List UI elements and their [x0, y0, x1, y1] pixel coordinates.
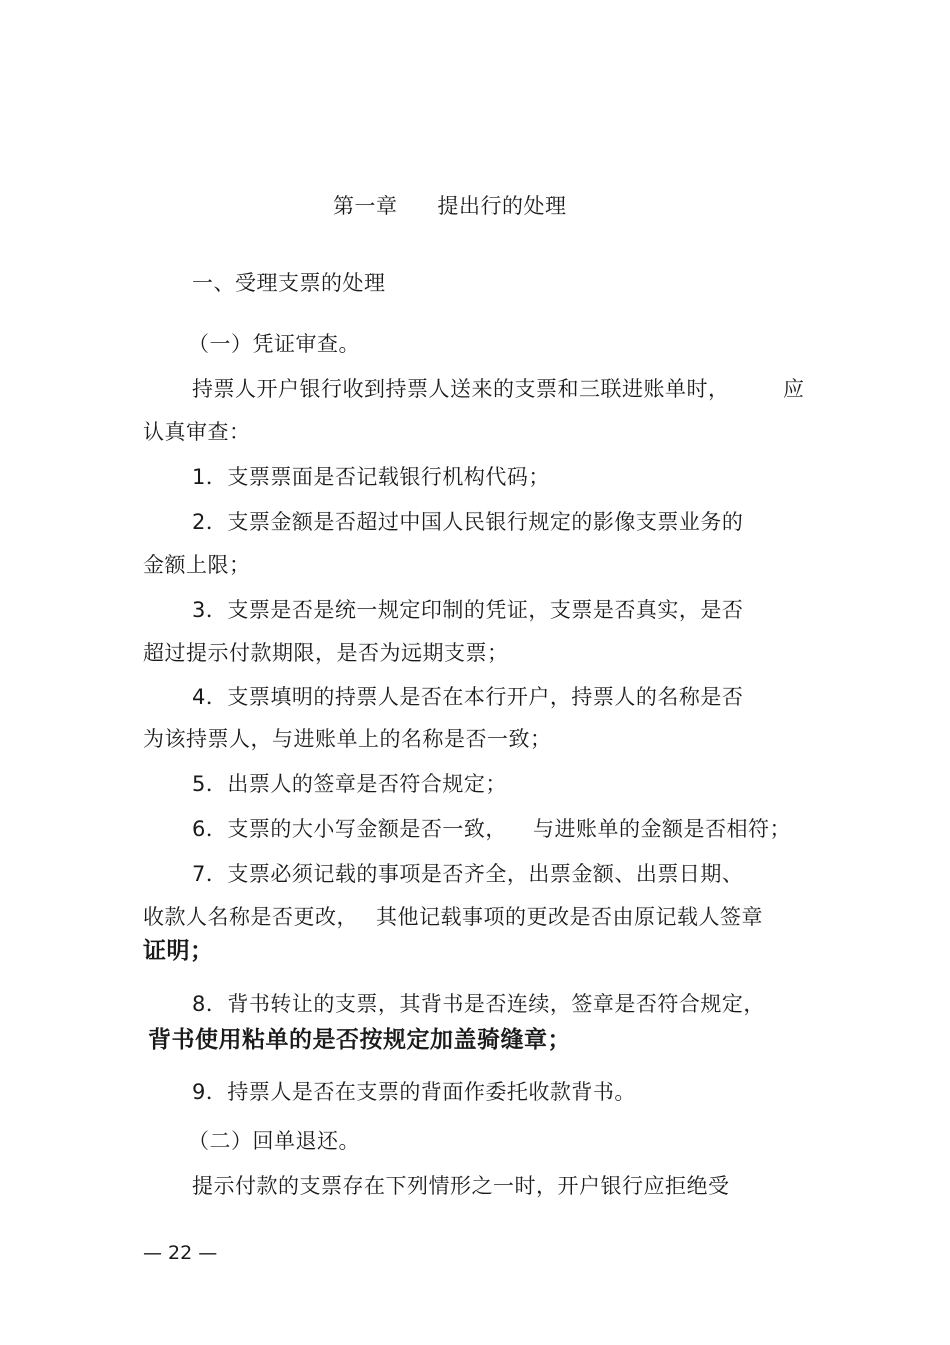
paragraph-line: [192, 375, 730, 403]
list-item-text: 其他记载事项的更改是否由原记载人签章: [376, 905, 763, 929]
paragraph-text: 持票人开户银行收到持票人送来的支票和三联进账单时，: [192, 377, 730, 401]
paragraph-text: 应: [783, 377, 805, 401]
subsection-heading: （二）回单退还。: [188, 1129, 360, 1153]
list-item: 3．支票是否是统一规定印制的凭证，支票是否真实，是否: [192, 598, 744, 622]
page-number: — 22 —: [143, 1242, 218, 1264]
chapter-heading: [333, 192, 567, 220]
list-item: 9．持票人是否在支票的背面作委托收款背书。: [192, 1080, 636, 1104]
list-item: 6．支票的大小写金额是否一致，: [192, 817, 507, 841]
list-item: 7．支票必须记载的事项是否齐全，出票金额、出票日期、: [192, 862, 744, 886]
list-item: 8．背书转让的支票，其背书是否连续，签章是否符合规定，: [192, 992, 765, 1016]
list-item-continuation: 金额上限；: [143, 553, 251, 577]
list-item: 5．出票人的签章是否符合规定；: [192, 772, 507, 796]
chapter-number: 第一章: [333, 194, 398, 218]
list-item-continuation: 收款人名称是否更改，: [143, 905, 358, 929]
chapter-title: 提出行的处理: [437, 194, 567, 218]
list-item-continuation: 为该持票人，与进账单上的名称是否一致；: [143, 727, 552, 751]
list-item-continuation: 证明；: [143, 938, 214, 964]
list-item: 2．支票金额是否超过中国人民银行规定的影像支票业务的: [192, 510, 744, 534]
list-item: 1．支票票面是否记载银行机构代码；: [192, 465, 550, 489]
paragraph-line: 认真审查：: [143, 420, 251, 444]
list-item-continuation: 背书使用粘单的是否按规定加盖骑缝章；: [148, 1027, 571, 1053]
section-heading: 一、受理支票的处理: [192, 271, 386, 295]
paragraph-line: 提示付款的支票存在下列情形之一时，开户银行应拒绝受: [192, 1174, 730, 1198]
list-item-text: 与进账单的金额是否相符；: [533, 817, 791, 841]
list-item: 4．支票填明的持票人是否在本行开户，持票人的名称是否: [192, 685, 744, 709]
list-item-continuation: 超过提示付款期限，是否为远期支票；: [143, 641, 509, 665]
subsection-heading: （一）凭证审查。: [188, 332, 360, 356]
